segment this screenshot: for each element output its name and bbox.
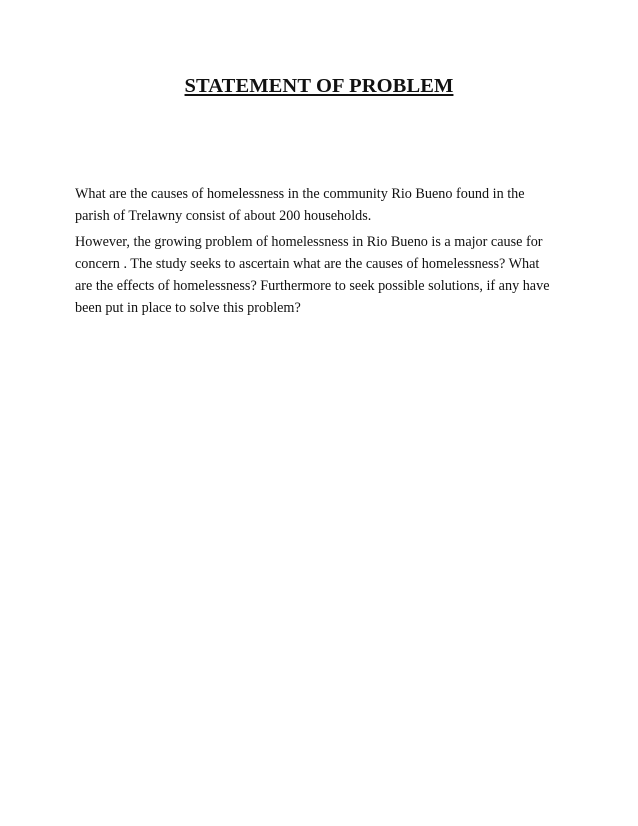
document-body — [75, 183, 570, 319]
paragraph-2-line-3: are the effects of homelessness? Furthermore to seek possible solutions, if any have — [75, 278, 550, 294]
paragraph-2-line-1: However, the growing problem of homelessness in Rio Bueno is a major cause for — [75, 234, 543, 250]
paragraph-2-line-2: concern . The study seeks to ascertain what are the causes of homelessness? What — [75, 256, 540, 272]
paragraph-2 — [75, 231, 570, 319]
page-title: STATEMENT OF PROBLEM — [184, 75, 454, 97]
paragraph-2-line-4: been put in place to solve this problem? — [75, 300, 301, 316]
paragraph-1-line-2: parish of Trelawny consist of about 200 households. — [75, 208, 372, 224]
paragraph-1-line-1: What are the causes of homelessness in the community Rio Bueno found in the — [75, 186, 525, 202]
paragraph-1 — [75, 183, 570, 227]
